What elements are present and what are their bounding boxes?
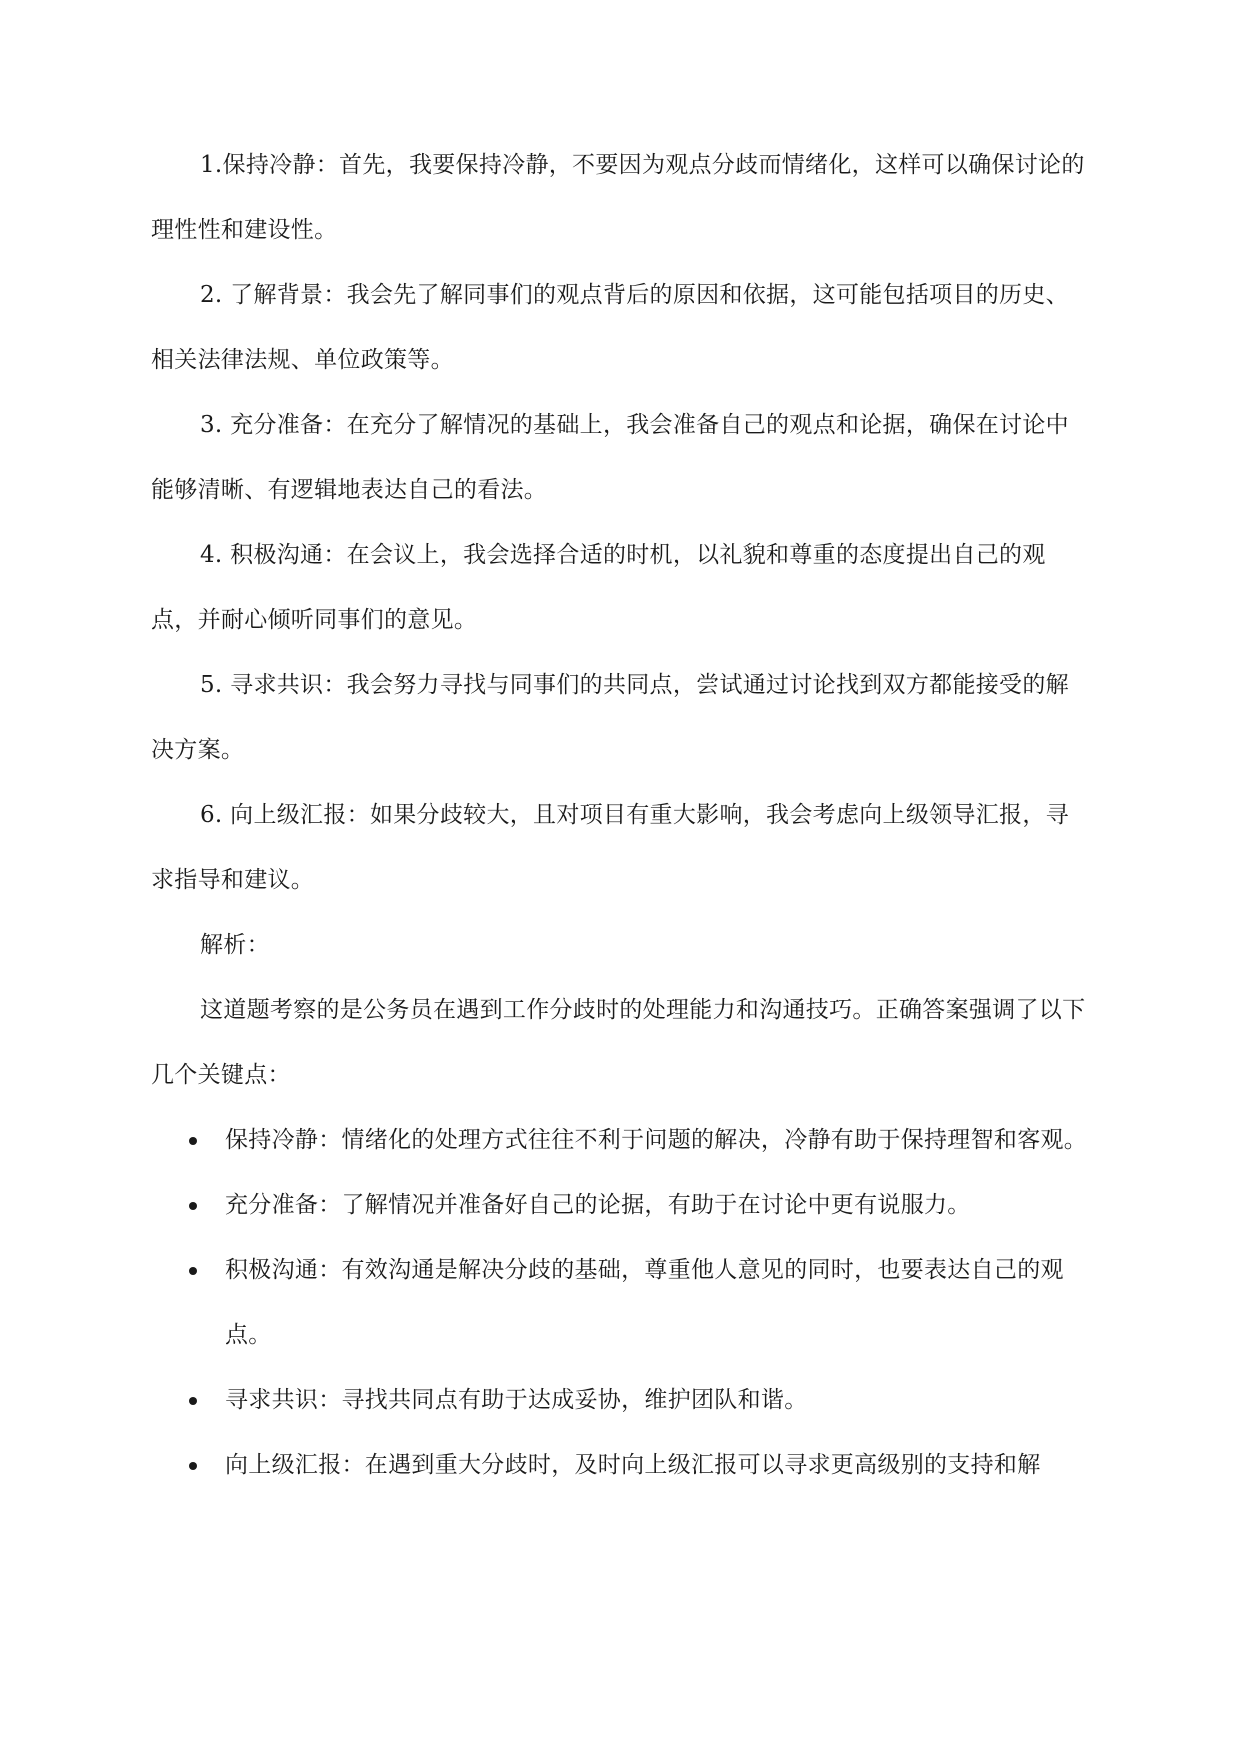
analysis-heading: 解析： <box>200 932 270 958</box>
bullet-icon <box>189 1462 197 1470</box>
list-item-text: 积极沟通：有效沟通是解决分歧的基础，尊重他人意见的同时，也要表达自己的观点。 <box>225 1257 1064 1348</box>
analysis-intro: 这道题考察的是公务员在遇到工作分歧时的处理能力和沟通技巧。正确答案强调了以下几个关键点： <box>151 997 1086 1088</box>
list-item-text: 充分准备：了解情况并准备好自己的论据，有助于在讨论中更有说服力。 <box>225 1192 971 1218</box>
list-item-text: 寻求共识：寻找共同点有助于达成妥协，维护团队和谐。 <box>225 1387 808 1413</box>
list-item <box>151 1108 1089 1173</box>
document-body <box>151 133 1089 1498</box>
bullet-icon <box>189 1137 197 1145</box>
list-item-text: 保持冷静：情绪化的处理方式往往不利于问题的解决，冷静有助于保持理智和客观。 <box>225 1127 1088 1153</box>
list-item <box>151 1173 1089 1238</box>
key-points-list <box>151 1108 1089 1498</box>
paragraph-step-4: 4. 积极沟通：在会议上，我会选择合适的时机，以礼貌和尊重的态度提出自己的观点，并耐心倾听同事们的意见。 <box>151 542 1046 633</box>
paragraph-step-2: 2. 了解背景：我会先了解同事们的观点背后的原因和依据，这可能包括项目的历史、相关法律法规、单位政策等。 <box>151 282 1069 373</box>
paragraph-step-5: 5. 寻求共识：我会努力寻找与同事们的共同点，尝试通过讨论找到双方都能接受的解决方案。 <box>151 672 1069 763</box>
list-item-text: 向上级汇报：在遇到重大分歧时，及时向上级汇报可以寻求更高级别的支持和解 <box>225 1452 1041 1478</box>
bullet-icon <box>189 1397 197 1405</box>
bullet-icon <box>189 1202 197 1210</box>
bullet-icon <box>189 1267 197 1275</box>
list-item <box>151 1433 1089 1498</box>
paragraph-step-3: 3. 充分准备：在充分了解情况的基础上，我会准备自己的观点和论据，确保在讨论中能够清晰、有逻辑地表达自己的看法。 <box>151 412 1069 503</box>
list-item <box>151 1368 1089 1433</box>
paragraph-step-1: 1.保持冷静：首先，我要保持冷静，不要因为观点分歧而情绪化，这样可以确保讨论的理性性和建设性。 <box>151 152 1085 243</box>
paragraph-step-6: 6. 向上级汇报：如果分歧较大，且对项目有重大影响，我会考虑向上级领导汇报，寻求指导和建议。 <box>151 802 1069 893</box>
list-item <box>151 1238 1089 1368</box>
